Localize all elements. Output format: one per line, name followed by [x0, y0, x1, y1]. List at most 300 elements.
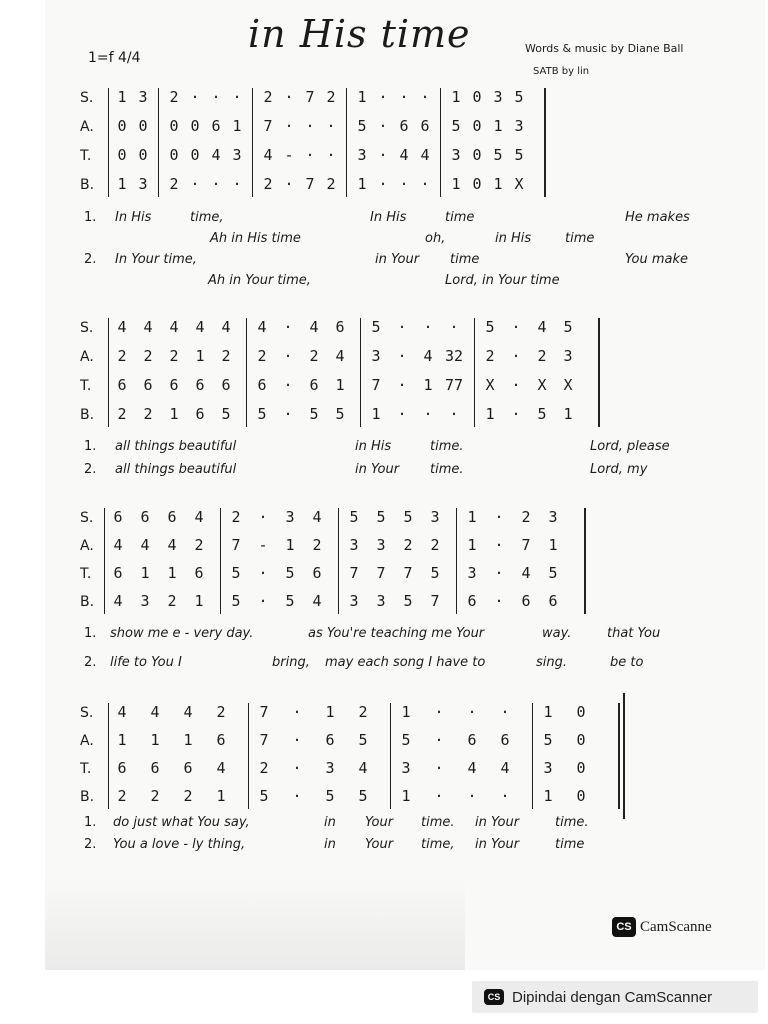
- bar-line: [390, 703, 391, 809]
- lyric-fragment: as You're teaching me Your: [308, 626, 485, 641]
- note: 7: [403, 564, 413, 582]
- note: 1: [563, 405, 573, 423]
- note: 7: [305, 88, 315, 106]
- bar-line: [346, 88, 347, 197]
- note: 4: [312, 508, 322, 526]
- bar-line: [440, 88, 441, 197]
- note: 5: [563, 318, 573, 336]
- note: 6: [113, 508, 123, 526]
- note: 1: [357, 175, 367, 193]
- note: 7: [521, 536, 531, 554]
- note: 2: [169, 347, 179, 365]
- lyric-fragment: bring,: [272, 655, 310, 670]
- note: 5: [285, 592, 295, 610]
- system-end-bar: [584, 508, 586, 614]
- note: ·: [420, 88, 430, 106]
- note: 3: [563, 347, 573, 365]
- note: 1: [493, 175, 503, 193]
- note: ·: [511, 318, 521, 336]
- note: ·: [305, 146, 315, 164]
- note: 5: [309, 405, 319, 423]
- note: 1: [371, 405, 381, 423]
- note: 1: [543, 787, 553, 805]
- note: 5: [543, 731, 553, 749]
- note: 2: [117, 347, 127, 365]
- note: 1: [357, 88, 367, 106]
- note: 1: [150, 731, 160, 749]
- note: 5: [335, 405, 345, 423]
- note: 6: [195, 405, 205, 423]
- voice-label: T.: [80, 378, 92, 394]
- note: 2: [257, 347, 267, 365]
- bar-line: [246, 318, 247, 427]
- note: 32: [444, 347, 464, 365]
- note: 1: [117, 731, 127, 749]
- note: 6: [257, 376, 267, 394]
- lyric-fragment: Lord, my: [590, 462, 648, 477]
- note: ·: [292, 703, 302, 721]
- note: 2: [358, 703, 368, 721]
- note: 1: [548, 536, 558, 554]
- bar-line: [532, 703, 533, 809]
- note: 6: [113, 564, 123, 582]
- note: ·: [283, 405, 293, 423]
- bar-line: [338, 508, 339, 614]
- note: 2: [183, 787, 193, 805]
- note: 3: [543, 759, 553, 777]
- lyric-fragment: Your: [365, 837, 394, 852]
- note: 4: [216, 759, 226, 777]
- system-end-bar: [618, 703, 620, 809]
- lyric-fragment: time.: [430, 462, 464, 477]
- note: 7: [430, 592, 440, 610]
- bar-line: [474, 318, 475, 427]
- lyric-fragment: You make: [625, 252, 688, 267]
- note: 3: [548, 508, 558, 526]
- note: 2: [326, 175, 336, 193]
- note: 1: [467, 536, 477, 554]
- note: ·: [434, 703, 444, 721]
- voice-label: S.: [80, 320, 94, 336]
- note: 6: [194, 564, 204, 582]
- lyric-fragment: You a love - ly thing,: [113, 837, 246, 852]
- scan-footer: [472, 981, 758, 1013]
- key-signature: 1=f 4/4: [88, 50, 141, 66]
- lyric-fragment: time: [555, 837, 585, 852]
- note: 4: [194, 508, 204, 526]
- lyric-fragment: time: [450, 252, 480, 267]
- note: 4: [521, 564, 531, 582]
- note: 5: [514, 88, 524, 106]
- lyric-fragment: He makes: [625, 210, 690, 225]
- note: 4: [335, 347, 345, 365]
- note: 4: [420, 146, 430, 164]
- note: 7: [376, 564, 386, 582]
- note: 1: [325, 703, 335, 721]
- note: ·: [500, 787, 510, 805]
- note: 2: [309, 347, 319, 365]
- lyric-fragment: Ah in His time: [210, 231, 301, 246]
- note: 6: [500, 731, 510, 749]
- note: ·: [258, 564, 268, 582]
- lyric-fragment: in Your: [475, 815, 520, 830]
- note: 1: [117, 175, 127, 193]
- voice-label: S.: [80, 510, 94, 526]
- note: ·: [467, 787, 477, 805]
- note: ·: [326, 117, 336, 135]
- note: 7: [259, 703, 269, 721]
- lyric-fragment: sing.: [536, 655, 568, 670]
- note: 7: [263, 117, 273, 135]
- note: 2: [521, 508, 531, 526]
- note: ·: [378, 175, 388, 193]
- note: ·: [511, 405, 521, 423]
- note: 4: [537, 318, 547, 336]
- note: 5: [548, 564, 558, 582]
- note: 4: [150, 703, 160, 721]
- note: 5: [376, 508, 386, 526]
- note: 2: [221, 347, 231, 365]
- note: 5: [257, 405, 267, 423]
- note: 0: [190, 146, 200, 164]
- note: ·: [399, 175, 409, 193]
- note: 2: [117, 787, 127, 805]
- song-title: in His time: [248, 12, 471, 56]
- note: 5: [325, 787, 335, 805]
- note: 1: [169, 405, 179, 423]
- note: 1: [195, 347, 205, 365]
- note: ·: [284, 117, 294, 135]
- note: 6: [117, 376, 127, 394]
- verse-number: 1.: [84, 439, 97, 454]
- note: 3: [376, 536, 386, 554]
- note: ·: [399, 88, 409, 106]
- note: 4: [113, 592, 123, 610]
- note: 6: [521, 592, 531, 610]
- lyric-fragment: in Your: [475, 837, 520, 852]
- note: 2: [117, 405, 127, 423]
- note: ·: [397, 376, 407, 394]
- note: 0: [169, 146, 179, 164]
- note: 2: [194, 536, 204, 554]
- note: 1: [451, 88, 461, 106]
- note: 4: [143, 318, 153, 336]
- note: 3: [376, 592, 386, 610]
- note: 0: [169, 117, 179, 135]
- note: 5: [357, 117, 367, 135]
- lyric-fragment: that You: [607, 626, 661, 641]
- note: 7: [305, 175, 315, 193]
- note: 5: [401, 731, 411, 749]
- note: 6: [143, 376, 153, 394]
- note: 3: [325, 759, 335, 777]
- note: 6: [169, 376, 179, 394]
- note: 2: [263, 175, 273, 193]
- note: ·: [305, 117, 315, 135]
- note: ·: [420, 175, 430, 193]
- lyric-fragment: way.: [542, 626, 572, 641]
- note: ·: [378, 146, 388, 164]
- note: 6: [420, 117, 430, 135]
- lyric-fragment: in: [324, 815, 336, 830]
- note: 1: [167, 564, 177, 582]
- note: 0: [190, 117, 200, 135]
- note: ·: [258, 508, 268, 526]
- note: 1: [451, 175, 461, 193]
- lyric-fragment: in Your: [375, 252, 420, 267]
- voice-label: A.: [80, 538, 94, 554]
- lyric-fragment: In His: [115, 210, 152, 225]
- note: ·: [284, 175, 294, 193]
- voice-label: A.: [80, 119, 94, 135]
- lyric-fragment: in Your: [355, 462, 400, 477]
- verse-number: 2.: [84, 837, 97, 852]
- note: 3: [232, 146, 242, 164]
- lyric-fragment: In His: [370, 210, 407, 225]
- note: 7: [259, 731, 269, 749]
- note: ·: [423, 405, 433, 423]
- lyric-fragment: show me e - very day.: [110, 626, 254, 641]
- note: 1: [216, 787, 226, 805]
- note: 3: [451, 146, 461, 164]
- note: 2: [263, 88, 273, 106]
- bar-line: [252, 88, 253, 197]
- note: 7: [349, 564, 359, 582]
- note: 6: [335, 318, 345, 336]
- bar-line: [248, 703, 249, 809]
- note: 2: [403, 536, 413, 554]
- note: 0: [472, 175, 482, 193]
- bar-line: [158, 88, 159, 197]
- note: ·: [258, 592, 268, 610]
- note: ·: [494, 536, 504, 554]
- note: 5: [371, 318, 381, 336]
- note: 3: [493, 88, 503, 106]
- voice-label: S.: [80, 705, 94, 721]
- note: 6: [312, 564, 322, 582]
- note: X: [563, 376, 573, 394]
- note: 2: [326, 88, 336, 106]
- lyric-fragment: time.: [430, 439, 464, 454]
- note: ·: [500, 703, 510, 721]
- note: 6: [117, 759, 127, 777]
- note: X: [514, 175, 524, 193]
- note: 6: [216, 731, 226, 749]
- lyric-fragment: in: [324, 837, 336, 852]
- note: 0: [472, 146, 482, 164]
- note: 5: [358, 731, 368, 749]
- note: 4: [211, 146, 221, 164]
- note: 6: [221, 376, 231, 394]
- note: 3: [138, 175, 148, 193]
- note: 2: [231, 508, 241, 526]
- note: ·: [494, 592, 504, 610]
- verse-number: 1.: [84, 626, 97, 641]
- voice-label: A.: [80, 349, 94, 365]
- system-start-bar: [108, 318, 109, 427]
- note: 4: [113, 536, 123, 554]
- note: ·: [292, 787, 302, 805]
- note: 1: [285, 536, 295, 554]
- note: 4: [399, 146, 409, 164]
- note: 5: [451, 117, 461, 135]
- note: 6: [183, 759, 193, 777]
- note: 0: [576, 759, 586, 777]
- note: 5: [430, 564, 440, 582]
- lyric-fragment: be to: [610, 655, 644, 670]
- note: 4: [423, 347, 433, 365]
- lyric-fragment: Lord, in Your time: [445, 273, 560, 288]
- note: ·: [378, 117, 388, 135]
- note: 2: [312, 536, 322, 554]
- note: 1: [485, 405, 495, 423]
- note: 1: [117, 88, 127, 106]
- arranger-credit: SATB by lin: [533, 66, 590, 77]
- note: ·: [467, 703, 477, 721]
- note: ·: [326, 146, 336, 164]
- note: 5: [259, 787, 269, 805]
- note: 77: [444, 376, 464, 394]
- note: ·: [232, 175, 242, 193]
- voice-label: T.: [80, 761, 92, 777]
- note: 1: [194, 592, 204, 610]
- scan-footer-label: Dipindai dengan CamScanner: [512, 988, 713, 1006]
- note: ·: [397, 347, 407, 365]
- system-start-bar: [108, 88, 109, 197]
- note: 2: [143, 405, 153, 423]
- note: 5: [221, 405, 231, 423]
- note: ·: [211, 175, 221, 193]
- camscanner-watermark-label: CamScanne: [640, 918, 712, 935]
- lyric-fragment: oh,: [425, 231, 446, 246]
- note: 2: [143, 347, 153, 365]
- note: 0: [138, 117, 148, 135]
- note: 1: [183, 731, 193, 749]
- note: ·: [190, 175, 200, 193]
- final-double-bar: [623, 693, 625, 819]
- note: ·: [434, 731, 444, 749]
- note: 5: [485, 318, 495, 336]
- voice-label: S.: [80, 90, 94, 106]
- system-start-bar: [108, 703, 109, 809]
- note: 6: [548, 592, 558, 610]
- lyric-fragment: in His: [355, 439, 392, 454]
- verse-number: 2.: [84, 655, 97, 670]
- note: ·: [397, 318, 407, 336]
- camscanner-footer-icon: CS: [484, 989, 504, 1005]
- note: 5: [231, 564, 241, 582]
- voice-label: B.: [80, 177, 95, 193]
- note: 3: [401, 759, 411, 777]
- note: 4: [117, 703, 127, 721]
- note: 6: [150, 759, 160, 777]
- note: 4: [167, 536, 177, 554]
- lyric-fragment: Ah in Your time,: [208, 273, 311, 288]
- note: -: [284, 146, 294, 164]
- note: X: [537, 376, 547, 394]
- note: ·: [283, 347, 293, 365]
- note: 6: [140, 508, 150, 526]
- note: ·: [423, 318, 433, 336]
- bar-line: [456, 508, 457, 614]
- note: 7: [231, 536, 241, 554]
- bar-line: [220, 508, 221, 614]
- note: 3: [514, 117, 524, 135]
- system-start-bar: [104, 508, 105, 614]
- note: 0: [117, 117, 127, 135]
- voice-label: B.: [80, 594, 95, 610]
- note: ·: [449, 405, 459, 423]
- note: 4: [500, 759, 510, 777]
- verse-number: 1.: [84, 815, 97, 830]
- note: 5: [358, 787, 368, 805]
- verse-number: 2.: [84, 252, 97, 267]
- note: 4: [309, 318, 319, 336]
- lyric-fragment: time,: [421, 837, 455, 852]
- note: 5: [285, 564, 295, 582]
- verse-number: 2.: [84, 462, 97, 477]
- note: 0: [117, 146, 127, 164]
- note: 0: [576, 703, 586, 721]
- note: 5: [403, 592, 413, 610]
- note: ·: [494, 508, 504, 526]
- system-end-bar: [598, 318, 600, 427]
- note: ·: [397, 405, 407, 423]
- lyric-fragment: time.: [555, 815, 589, 830]
- note: 1: [543, 703, 553, 721]
- note: 4: [221, 318, 231, 336]
- voice-label: T.: [80, 148, 92, 164]
- note: 5: [403, 508, 413, 526]
- note: 4: [257, 318, 267, 336]
- note: -: [258, 536, 268, 554]
- note: ·: [449, 318, 459, 336]
- lyric-fragment: time: [565, 231, 595, 246]
- note: 3: [430, 508, 440, 526]
- lyric-fragment: time.: [421, 815, 455, 830]
- note: ·: [511, 347, 521, 365]
- note: 6: [325, 731, 335, 749]
- note: 6: [467, 731, 477, 749]
- note: 4: [467, 759, 477, 777]
- note: 3: [138, 88, 148, 106]
- note: 3: [349, 536, 359, 554]
- note: 1: [140, 564, 150, 582]
- note: ·: [494, 564, 504, 582]
- verse-number: 1.: [84, 210, 97, 225]
- note: ·: [292, 759, 302, 777]
- note: 0: [138, 146, 148, 164]
- camscanner-watermark: [612, 917, 712, 937]
- note: 0: [472, 117, 482, 135]
- note: 3: [285, 508, 295, 526]
- lyric-fragment: time: [445, 210, 475, 225]
- note: 2: [169, 175, 179, 193]
- note: 3: [371, 347, 381, 365]
- note: 4: [169, 318, 179, 336]
- note: 5: [493, 146, 503, 164]
- note: ·: [378, 88, 388, 106]
- note: 1: [232, 117, 242, 135]
- note: 3: [349, 592, 359, 610]
- voice-label: A.: [80, 733, 94, 749]
- note: ·: [190, 88, 200, 106]
- note: ·: [211, 88, 221, 106]
- note: 4: [140, 536, 150, 554]
- lyric-fragment: all things beautiful: [115, 439, 237, 454]
- note: X: [485, 376, 495, 394]
- note: 2: [259, 759, 269, 777]
